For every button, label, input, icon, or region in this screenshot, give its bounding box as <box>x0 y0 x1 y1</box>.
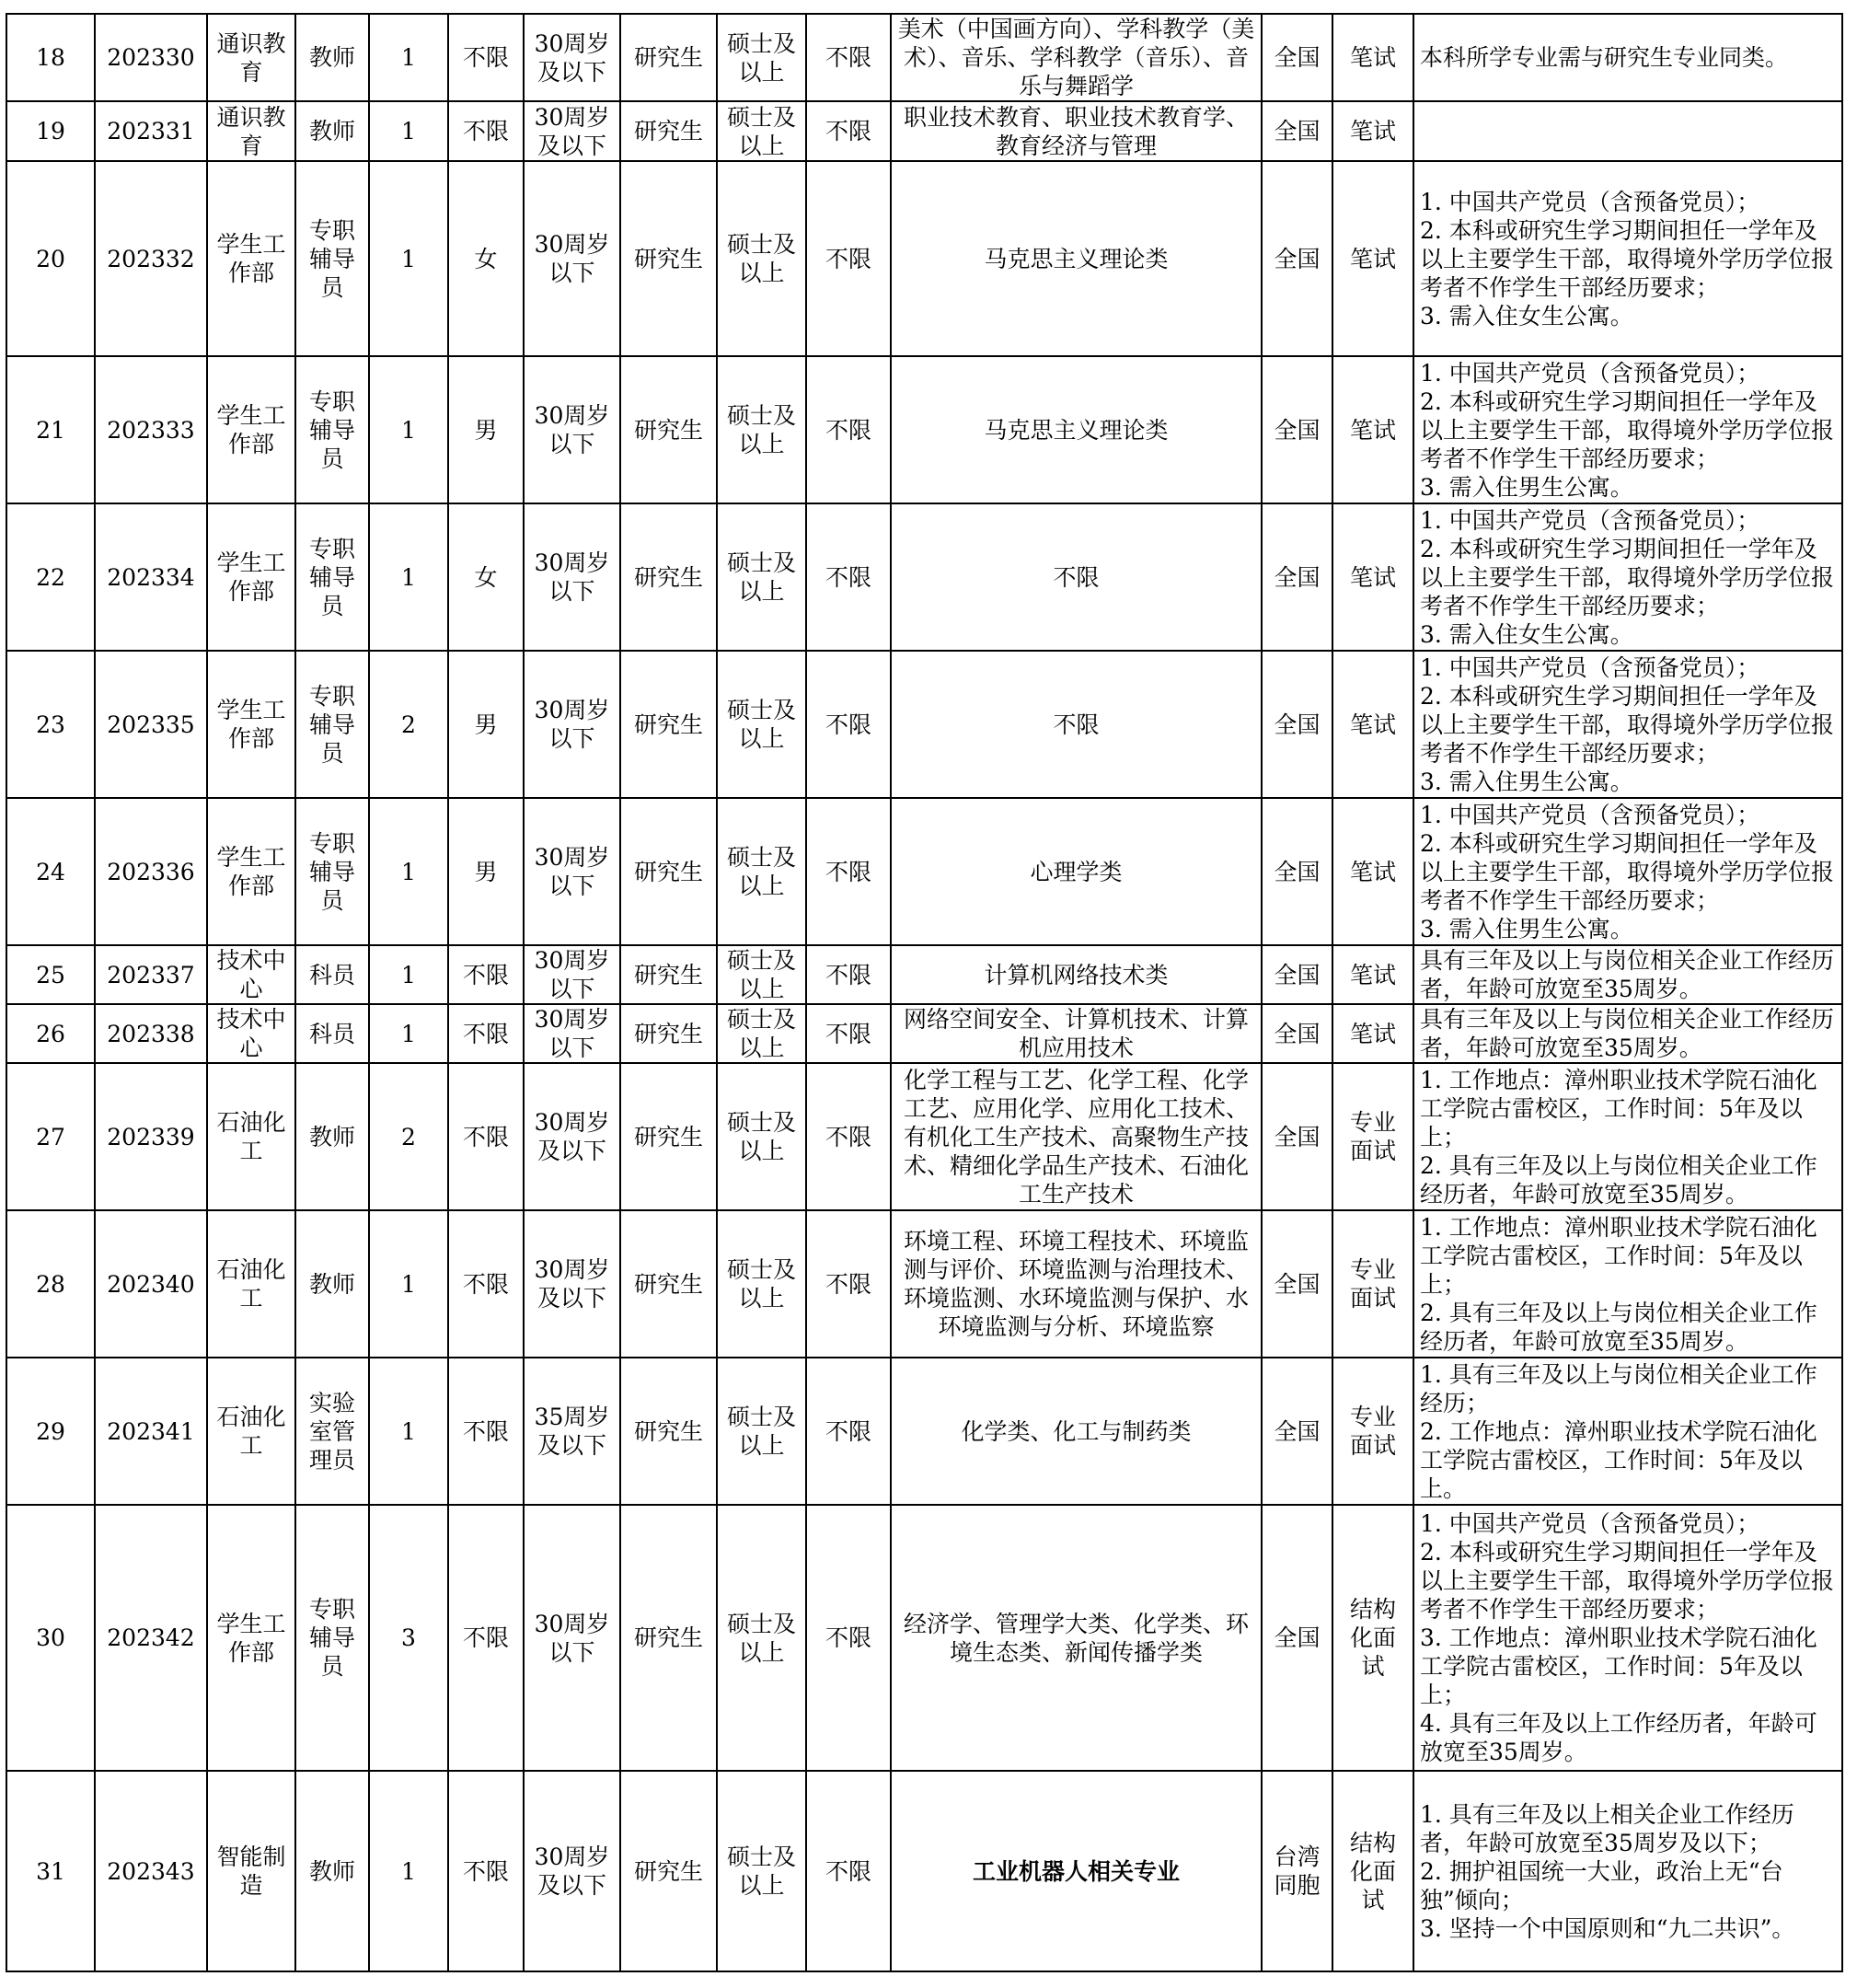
cell-post-name: 教师 <box>295 101 369 161</box>
cell-gender: 男 <box>448 356 524 503</box>
cell-major: 美术（中国画方向）、学科教学（美术）、音乐、学科教学（音乐）、音乐与舞蹈学 <box>891 14 1262 101</box>
table-row <box>6 1210 1842 1358</box>
cell-major: 不限 <box>891 651 1262 798</box>
cell-gender: 不限 <box>448 1063 524 1210</box>
cell-education: 研究生 <box>620 1210 717 1358</box>
cell-degree: 硕士及以上 <box>717 503 806 651</box>
cell-political-status: 不限 <box>806 14 891 101</box>
cell-political-status: 不限 <box>806 503 891 651</box>
cell-post-code: 202333 <box>95 356 207 503</box>
cell-age-limit: 30周岁以下 <box>524 798 620 945</box>
cell-degree: 硕士及以上 <box>717 356 806 503</box>
cell-recruit-scope: 全国 <box>1262 1505 1332 1771</box>
cell-headcount: 1 <box>369 14 448 101</box>
table-row <box>6 1358 1842 1505</box>
cell-gender: 女 <box>448 161 524 356</box>
cell-recruit-scope: 全国 <box>1262 1063 1332 1210</box>
cell-post-name: 专职辅导员 <box>295 1505 369 1771</box>
cell-department: 技术中心 <box>207 945 295 1004</box>
cell-education: 研究生 <box>620 1771 717 1971</box>
cell-education: 研究生 <box>620 945 717 1004</box>
cell-notes: 1. 工作地点：漳州职业技术学院石油化工学院古雷校区，工作时间：5年及以上； 2. 具有三年及以上与岗位相关企业工作经历者，年龄可放宽至35周岁。 <box>1413 1210 1842 1358</box>
cell-headcount: 1 <box>369 101 448 161</box>
cell-exam-type: 结构化面试 <box>1332 1505 1413 1771</box>
cell-recruit-scope: 全国 <box>1262 356 1332 503</box>
cell-department: 智能制造 <box>207 1771 295 1971</box>
cell-gender: 女 <box>448 503 524 651</box>
cell-age-limit: 30周岁及以下 <box>524 1063 620 1210</box>
cell-post-code: 202339 <box>95 1063 207 1210</box>
cell-headcount: 1 <box>369 1358 448 1505</box>
cell-post-code: 202334 <box>95 503 207 651</box>
table-row <box>6 101 1842 161</box>
cell-post-name: 科员 <box>295 945 369 1004</box>
cell-major: 马克思主义理论类 <box>891 356 1262 503</box>
cell-recruit-scope: 全国 <box>1262 651 1332 798</box>
cell-post-code: 202332 <box>95 161 207 356</box>
cell-recruit-scope: 全国 <box>1262 798 1332 945</box>
cell-exam-type: 笔试 <box>1332 356 1413 503</box>
cell-post-name: 专职辅导员 <box>295 356 369 503</box>
cell-recruit-scope: 全国 <box>1262 1358 1332 1505</box>
cell-post-code: 202338 <box>95 1004 207 1063</box>
cell-notes: 具有三年及以上与岗位相关企业工作经历者，年龄可放宽至35周岁。 <box>1413 1004 1842 1063</box>
cell-exam-type: 笔试 <box>1332 503 1413 651</box>
cell-major: 工业机器人相关专业 <box>891 1771 1262 1971</box>
cell-post-code: 202340 <box>95 1210 207 1358</box>
cell-headcount: 1 <box>369 798 448 945</box>
cell-notes: 本科所学专业需与研究生专业同类。 <box>1413 14 1842 101</box>
cell-education: 研究生 <box>620 503 717 651</box>
cell-age-limit: 30周岁及以下 <box>524 101 620 161</box>
cell-major: 化学类、化工与制药类 <box>891 1358 1262 1505</box>
cell-age-limit: 30周岁以下 <box>524 945 620 1004</box>
cell-education: 研究生 <box>620 798 717 945</box>
cell-major: 化学工程与工艺、化学工程、化学工艺、应用化学、应用化工技术、有机化工生产技术、高聚物生产技术、精细化学品生产技术、石油化工生产技术 <box>891 1063 1262 1210</box>
cell-major: 心理学类 <box>891 798 1262 945</box>
job-table <box>6 13 1843 1972</box>
cell-headcount: 2 <box>369 651 448 798</box>
table-row <box>6 1505 1842 1771</box>
cell-department: 通识教育 <box>207 101 295 161</box>
cell-degree: 硕士及以上 <box>717 1771 806 1971</box>
cell-degree: 硕士及以上 <box>717 1063 806 1210</box>
cell-major: 环境工程、环境工程技术、环境监测与评价、环境监测与治理技术、环境监测、水环境监测与保护、水环境监测与分析、环境监察 <box>891 1210 1262 1358</box>
cell-row-number: 30 <box>6 1505 95 1771</box>
cell-notes: 1. 中国共产党员（含预备党员）； 2. 本科或研究生学习期间担任一学年及以上主要学生干部，取得境外学历学位报考者不作学生干部经历要求； 3. 工作地点：漳州职业技术学院石油化工学院古雷校区，工作时间：5年及以上； 4. 具有三年及以上工作经历者，年龄可放宽至35周岁。 <box>1413 1505 1842 1771</box>
cell-notes: 1. 中国共产党员（含预备党员）； 2. 本科或研究生学习期间担任一学年及以上主要学生干部，取得境外学历学位报考者不作学生干部经历要求； 3. 需入住女生公寓。 <box>1413 161 1842 356</box>
cell-post-code: 202336 <box>95 798 207 945</box>
cell-degree: 硕士及以上 <box>717 1358 806 1505</box>
cell-post-code: 202335 <box>95 651 207 798</box>
cell-recruit-scope: 全国 <box>1262 1004 1332 1063</box>
cell-education: 研究生 <box>620 101 717 161</box>
cell-exam-type: 专业面试 <box>1332 1210 1413 1358</box>
cell-political-status: 不限 <box>806 1210 891 1358</box>
cell-headcount: 1 <box>369 1210 448 1358</box>
cell-political-status: 不限 <box>806 161 891 356</box>
cell-notes: 1. 中国共产党员（含预备党员）； 2. 本科或研究生学习期间担任一学年及以上主要学生干部，取得境外学历学位报考者不作学生干部经历要求； 3. 需入住男生公寓。 <box>1413 356 1842 503</box>
cell-notes: 1. 中国共产党员（含预备党员）； 2. 本科或研究生学习期间担任一学年及以上主要学生干部，取得境外学历学位报考者不作学生干部经历要求； 3. 需入住男生公寓。 <box>1413 651 1842 798</box>
cell-age-limit: 30周岁以下 <box>524 651 620 798</box>
cell-education: 研究生 <box>620 1004 717 1063</box>
cell-exam-type: 专业面试 <box>1332 1358 1413 1505</box>
cell-department: 学生工作部 <box>207 161 295 356</box>
table-row <box>6 1004 1842 1063</box>
cell-major: 不限 <box>891 503 1262 651</box>
cell-post-code: 202337 <box>95 945 207 1004</box>
cell-education: 研究生 <box>620 1063 717 1210</box>
cell-education: 研究生 <box>620 651 717 798</box>
cell-headcount: 1 <box>369 161 448 356</box>
cell-department: 学生工作部 <box>207 1505 295 1771</box>
cell-department: 学生工作部 <box>207 356 295 503</box>
cell-row-number: 24 <box>6 798 95 945</box>
cell-gender: 不限 <box>448 945 524 1004</box>
cell-degree: 硕士及以上 <box>717 651 806 798</box>
cell-row-number: 21 <box>6 356 95 503</box>
cell-post-name: 专职辅导员 <box>295 161 369 356</box>
cell-row-number: 29 <box>6 1358 95 1505</box>
cell-major: 经济学、管理学大类、化学类、环境生态类、新闻传播学类 <box>891 1505 1262 1771</box>
table-row <box>6 945 1842 1004</box>
cell-exam-type: 笔试 <box>1332 1004 1413 1063</box>
cell-notes: 1. 中国共产党员（含预备党员）； 2. 本科或研究生学习期间担任一学年及以上主要学生干部，取得境外学历学位报考者不作学生干部经历要求； 3. 需入住男生公寓。 <box>1413 798 1842 945</box>
cell-recruit-scope: 全国 <box>1262 503 1332 651</box>
cell-department: 石油化工 <box>207 1210 295 1358</box>
cell-political-status: 不限 <box>806 1771 891 1971</box>
cell-education: 研究生 <box>620 356 717 503</box>
cell-department: 学生工作部 <box>207 798 295 945</box>
cell-row-number: 18 <box>6 14 95 101</box>
table-row <box>6 503 1842 651</box>
cell-gender: 不限 <box>448 14 524 101</box>
cell-department: 学生工作部 <box>207 651 295 798</box>
cell-age-limit: 30周岁以下 <box>524 1004 620 1063</box>
cell-recruit-scope: 全国 <box>1262 101 1332 161</box>
cell-department: 通识教育 <box>207 14 295 101</box>
cell-major: 网络空间安全、计算机技术、计算机应用技术 <box>891 1004 1262 1063</box>
cell-gender: 不限 <box>448 101 524 161</box>
cell-political-status: 不限 <box>806 1505 891 1771</box>
cell-age-limit: 35周岁及以下 <box>524 1358 620 1505</box>
cell-age-limit: 30周岁以下 <box>524 161 620 356</box>
cell-major: 职业技术教育、职业技术教育学、教育经济与管理 <box>891 101 1262 161</box>
cell-post-code: 202341 <box>95 1358 207 1505</box>
cell-post-name: 专职辅导员 <box>295 798 369 945</box>
cell-gender: 不限 <box>448 1771 524 1971</box>
cell-post-name: 专职辅导员 <box>295 503 369 651</box>
cell-age-limit: 30周岁以下 <box>524 1505 620 1771</box>
cell-education: 研究生 <box>620 1358 717 1505</box>
cell-exam-type: 笔试 <box>1332 798 1413 945</box>
cell-recruit-scope: 全国 <box>1262 14 1332 101</box>
table-row <box>6 1063 1842 1210</box>
cell-department: 石油化工 <box>207 1063 295 1210</box>
cell-notes: 1. 中国共产党员（含预备党员）； 2. 本科或研究生学习期间担任一学年及以上主要学生干部，取得境外学历学位报考者不作学生干部经历要求； 3. 需入住女生公寓。 <box>1413 503 1842 651</box>
cell-political-status: 不限 <box>806 945 891 1004</box>
cell-recruit-scope: 全国 <box>1262 945 1332 1004</box>
table-row <box>6 356 1842 503</box>
cell-department: 学生工作部 <box>207 503 295 651</box>
table-row <box>6 161 1842 356</box>
cell-gender: 不限 <box>448 1004 524 1063</box>
cell-row-number: 23 <box>6 651 95 798</box>
cell-exam-type: 专业面试 <box>1332 1063 1413 1210</box>
table-row <box>6 651 1842 798</box>
cell-political-status: 不限 <box>806 1358 891 1505</box>
cell-headcount: 1 <box>369 1004 448 1063</box>
cell-degree: 硕士及以上 <box>717 1505 806 1771</box>
cell-exam-type: 笔试 <box>1332 161 1413 356</box>
cell-gender: 不限 <box>448 1505 524 1771</box>
cell-education: 研究生 <box>620 161 717 356</box>
cell-headcount: 1 <box>369 1771 448 1971</box>
cell-exam-type: 笔试 <box>1332 945 1413 1004</box>
cell-post-name: 科员 <box>295 1004 369 1063</box>
cell-row-number: 26 <box>6 1004 95 1063</box>
cell-headcount: 1 <box>369 503 448 651</box>
cell-headcount: 1 <box>369 356 448 503</box>
cell-political-status: 不限 <box>806 101 891 161</box>
cell-post-name: 专职辅导员 <box>295 651 369 798</box>
cell-age-limit: 30周岁及以下 <box>524 1210 620 1358</box>
cell-education: 研究生 <box>620 1505 717 1771</box>
cell-degree: 硕士及以上 <box>717 945 806 1004</box>
cell-age-limit: 30周岁以下 <box>524 503 620 651</box>
cell-post-name: 实验室管理员 <box>295 1358 369 1505</box>
cell-post-name: 教师 <box>295 14 369 101</box>
cell-gender: 男 <box>448 798 524 945</box>
cell-gender: 不限 <box>448 1358 524 1505</box>
cell-exam-type: 笔试 <box>1332 14 1413 101</box>
cell-row-number: 25 <box>6 945 95 1004</box>
cell-degree: 硕士及以上 <box>717 1210 806 1358</box>
cell-recruit-scope: 全国 <box>1262 161 1332 356</box>
cell-notes: 1. 具有三年及以上与岗位相关企业工作经历； 2. 工作地点：漳州职业技术学院石油化工学院古雷校区，工作时间：5年及以上。 <box>1413 1358 1842 1505</box>
cell-post-name: 教师 <box>295 1771 369 1971</box>
cell-row-number: 19 <box>6 101 95 161</box>
cell-age-limit: 30周岁及以下 <box>524 1771 620 1971</box>
cell-exam-type: 笔试 <box>1332 101 1413 161</box>
cell-department: 石油化工 <box>207 1358 295 1505</box>
cell-gender: 男 <box>448 651 524 798</box>
cell-degree: 硕士及以上 <box>717 14 806 101</box>
cell-notes <box>1413 101 1842 161</box>
cell-recruit-scope: 台湾同胞 <box>1262 1771 1332 1971</box>
cell-post-code: 202342 <box>95 1505 207 1771</box>
cell-notes: 1. 工作地点：漳州职业技术学院石油化工学院古雷校区，工作时间：5年及以上； 2. 具有三年及以上与岗位相关企业工作经历者，年龄可放宽至35周岁。 <box>1413 1063 1842 1210</box>
cell-major: 计算机网络技术类 <box>891 945 1262 1004</box>
table-body <box>6 14 1842 1971</box>
cell-major: 马克思主义理论类 <box>891 161 1262 356</box>
cell-row-number: 27 <box>6 1063 95 1210</box>
cell-political-status: 不限 <box>806 651 891 798</box>
cell-row-number: 20 <box>6 161 95 356</box>
cell-row-number: 22 <box>6 503 95 651</box>
cell-notes: 1. 具有三年及以上相关企业工作经历者，年龄可放宽至35周岁及以下； 2. 拥护祖国统一大业，政治上无“台独”倾向； 3. 坚持一个中国原则和“九二共识”。 <box>1413 1771 1842 1971</box>
cell-post-name: 教师 <box>295 1063 369 1210</box>
cell-department: 技术中心 <box>207 1004 295 1063</box>
cell-exam-type: 笔试 <box>1332 651 1413 798</box>
cell-political-status: 不限 <box>806 1063 891 1210</box>
cell-headcount: 1 <box>369 945 448 1004</box>
cell-age-limit: 30周岁以下 <box>524 356 620 503</box>
cell-post-code: 202331 <box>95 101 207 161</box>
cell-post-name: 教师 <box>295 1210 369 1358</box>
table-row <box>6 14 1842 101</box>
cell-recruit-scope: 全国 <box>1262 1210 1332 1358</box>
cell-political-status: 不限 <box>806 1004 891 1063</box>
table-row <box>6 1771 1842 1971</box>
cell-degree: 硕士及以上 <box>717 1004 806 1063</box>
cell-post-code: 202343 <box>95 1771 207 1971</box>
cell-notes: 具有三年及以上与岗位相关企业工作经历者，年龄可放宽至35周岁。 <box>1413 945 1842 1004</box>
cell-row-number: 31 <box>6 1771 95 1971</box>
cell-exam-type: 结构化面试 <box>1332 1771 1413 1971</box>
cell-age-limit: 30周岁及以下 <box>524 14 620 101</box>
cell-political-status: 不限 <box>806 356 891 503</box>
cell-headcount: 2 <box>369 1063 448 1210</box>
cell-gender: 不限 <box>448 1210 524 1358</box>
cell-political-status: 不限 <box>806 798 891 945</box>
table-row <box>6 798 1842 945</box>
cell-post-code: 202330 <box>95 14 207 101</box>
cell-education: 研究生 <box>620 14 717 101</box>
cell-degree: 硕士及以上 <box>717 161 806 356</box>
cell-degree: 硕士及以上 <box>717 101 806 161</box>
cell-row-number: 28 <box>6 1210 95 1358</box>
cell-degree: 硕士及以上 <box>717 798 806 945</box>
cell-headcount: 3 <box>369 1505 448 1771</box>
